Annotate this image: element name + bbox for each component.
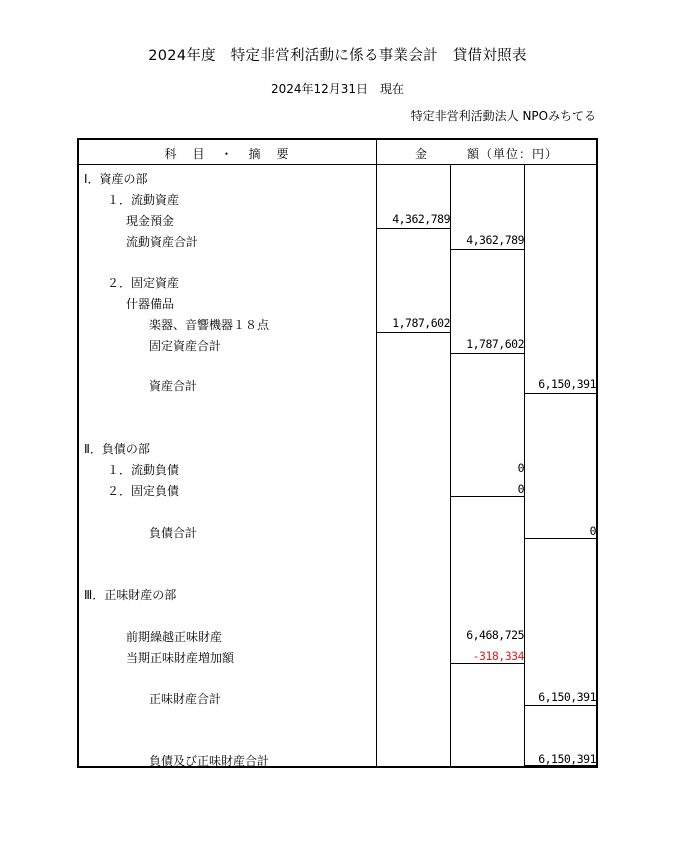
net-assets-total-amount: 6,150,391 xyxy=(538,690,596,704)
liabilities-total-label: 負債合計 xyxy=(149,526,198,540)
fixed-assets-total-label: 固定資産合計 xyxy=(149,339,222,353)
underline xyxy=(525,538,596,539)
document-title: 2024年度 特定非営利活動に係る事業会計 貸借対照表 xyxy=(148,48,527,64)
double-underline xyxy=(525,765,596,766)
assets-total-amount: 6,150,391 xyxy=(538,377,596,391)
net-assets-section-heading: Ⅲ．正味財産の部 xyxy=(84,588,177,602)
report-date: 2024年12月31日 現在 xyxy=(270,82,405,96)
column-divider-3 xyxy=(524,164,525,766)
instruments-amount: 1,787,602 xyxy=(392,316,450,330)
amount-column-header: 金 額（単位：円） xyxy=(414,147,558,161)
underline xyxy=(377,228,450,229)
underline xyxy=(451,496,524,497)
underline xyxy=(525,393,596,394)
current-assets-heading: １．流動資産 xyxy=(107,193,180,207)
organization-name: 特定非営利活動法人 NPOみちてる xyxy=(410,109,596,123)
prior-net-assets-amount: 6,468,725 xyxy=(466,628,524,642)
net-assets-total-label: 正味財産合計 xyxy=(149,692,222,706)
current-liabilities-label: １．流動負債 xyxy=(107,463,180,477)
underline xyxy=(451,663,524,664)
grand-total-label: 負債及び正味財産合計 xyxy=(149,754,270,768)
underline xyxy=(377,332,450,333)
current-liabilities-amount: 0 xyxy=(517,461,524,475)
liabilities-total-amount: 0 xyxy=(589,524,596,538)
subject-column-header: 科 目 ・ 摘 要 xyxy=(164,147,291,161)
net-assets-increase-amount: -318,334 xyxy=(472,649,524,663)
column-divider-1 xyxy=(376,140,377,766)
underline xyxy=(451,249,524,250)
grand-total-amount: 6,150,391 xyxy=(538,752,596,766)
assets-total-label: 資産合計 xyxy=(149,379,198,393)
fixed-assets-total-amount: 1,787,602 xyxy=(466,337,524,351)
underline xyxy=(451,353,524,354)
table-header xyxy=(79,140,596,165)
current-assets-total-amount: 4,362,789 xyxy=(466,233,524,247)
prior-net-assets-label: 前期繰越正味財産 xyxy=(126,630,223,644)
fixed-liabilities-label: ２．固定負債 xyxy=(107,484,180,498)
net-assets-increase-label: 当期正味財産増加額 xyxy=(126,651,235,665)
cash-deposits-amount: 4,362,789 xyxy=(392,212,450,226)
fixed-liabilities-amount: 0 xyxy=(517,482,524,496)
current-assets-total-label: 流動資産合計 xyxy=(126,235,199,249)
instruments-label: 楽器、音響機器１８点 xyxy=(149,318,270,332)
balance-sheet-table xyxy=(77,138,598,768)
cash-deposits-label: 現金預金 xyxy=(126,214,175,228)
fixtures-label: 什器備品 xyxy=(126,297,175,311)
assets-section-heading: Ⅰ．資産の部 xyxy=(84,172,148,186)
fixed-assets-heading: ２．固定資産 xyxy=(107,276,180,290)
underline xyxy=(525,705,596,706)
liabilities-section-heading: Ⅱ．負債の部 xyxy=(84,442,150,456)
